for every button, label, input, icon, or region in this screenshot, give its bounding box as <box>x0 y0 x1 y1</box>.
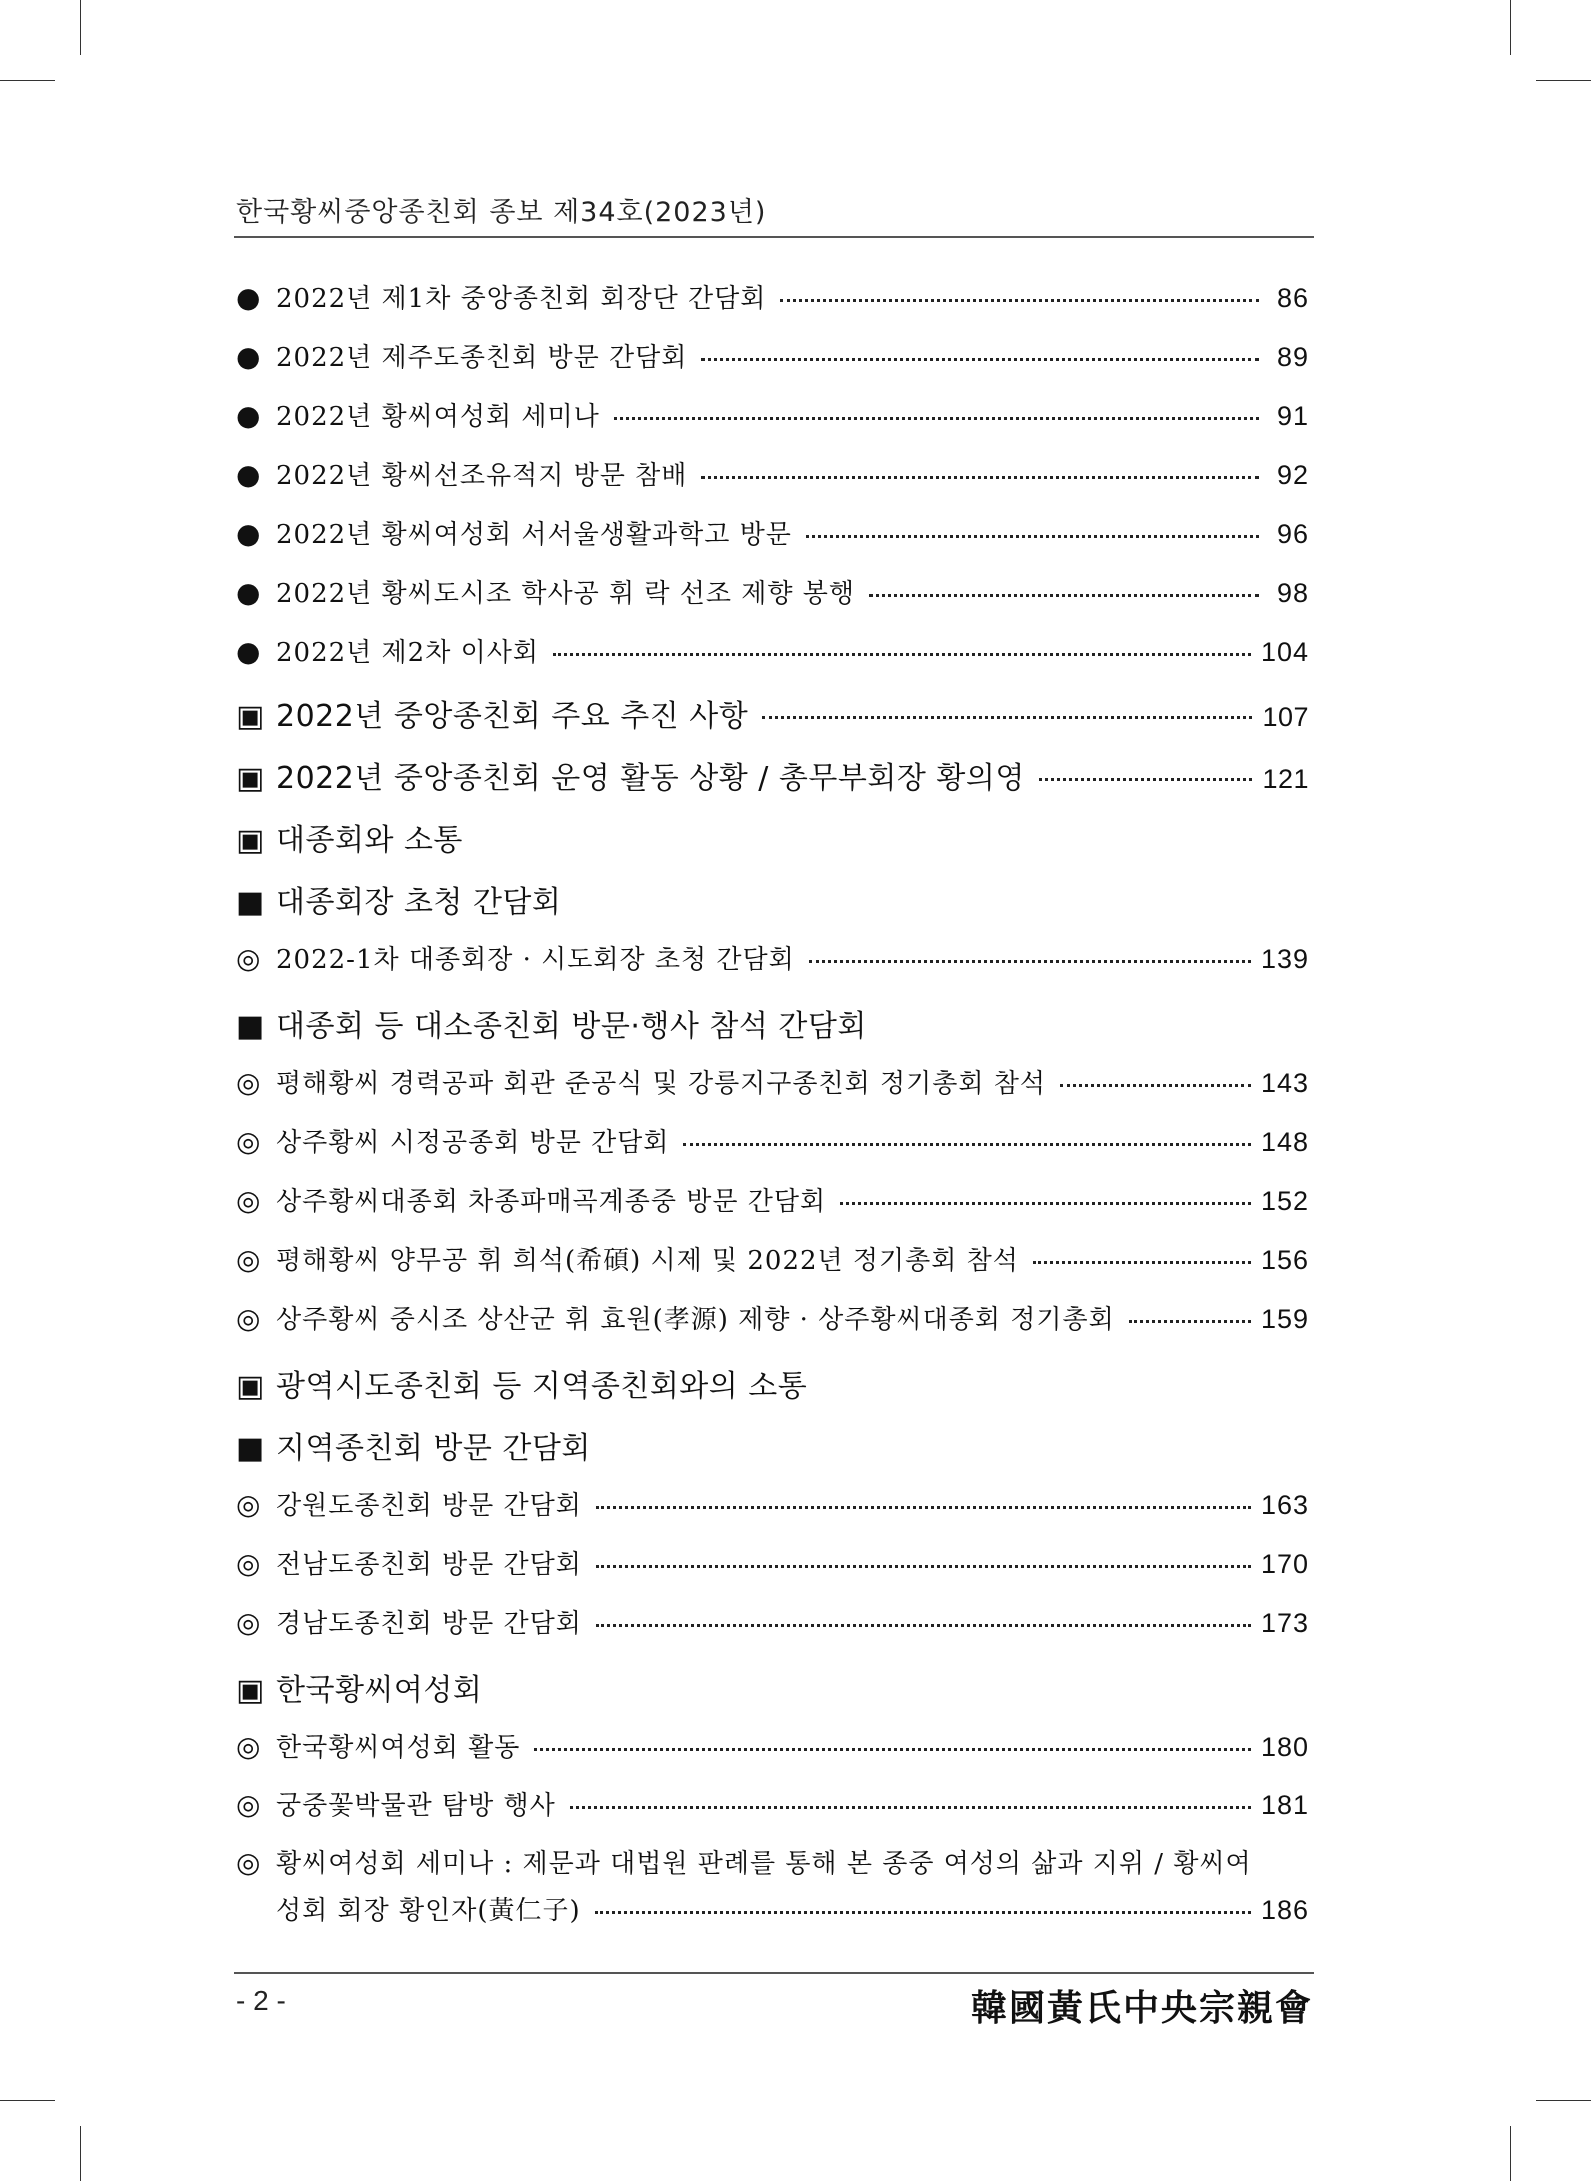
bullet-icon: ◎ <box>236 1184 262 1217</box>
bullet-icon: ◎ <box>236 1846 262 1879</box>
dot-leader <box>1039 778 1253 781</box>
toc-entry-page: 143 <box>1260 1068 1309 1098</box>
dot-leader <box>553 653 1251 656</box>
toc-entry-page: 173 <box>1260 1608 1309 1638</box>
toc-entry[interactable] <box>236 691 1309 735</box>
toc-entry-page: 92 <box>1276 460 1309 490</box>
bullet-icon: ◎ <box>236 1243 262 1276</box>
toc-entry-page: 148 <box>1260 1127 1309 1157</box>
bullet-icon: ▣ <box>236 823 265 858</box>
bullet-icon: ◎ <box>236 1302 262 1335</box>
toc-entry-title: 2022년 황씨여성회 세미나 <box>276 402 600 432</box>
toc-entry-title: 전남도종친회 방문 간담회 <box>276 1550 582 1580</box>
dot-leader <box>614 417 1259 420</box>
dot-leader <box>780 299 1259 302</box>
bullet-icon: ● <box>236 458 262 491</box>
toc-entry[interactable] <box>236 455 1309 492</box>
toc-entry[interactable] <box>236 1785 1309 1822</box>
toc-entry[interactable] <box>236 815 1309 859</box>
toc-entry-title: 2022년 중앙종친회 주요 추진 사항 <box>276 699 749 734</box>
bullet-icon: ■ <box>236 885 265 920</box>
bullet-icon: ● <box>236 281 262 314</box>
publisher-name: 韓國黃氏中央宗親會 <box>970 1987 1313 2029</box>
toc-entry-title: 대종회와 소통 <box>276 823 463 858</box>
toc-entry-page: 139 <box>1260 944 1309 974</box>
toc-entry-title: 2022년 제2차 이사회 <box>276 638 539 668</box>
bullet-icon: ◎ <box>236 1066 262 1099</box>
toc-entry-title: 지역종친회 방문 간담회 <box>276 1431 591 1466</box>
crop-mark <box>80 0 81 55</box>
toc-entry[interactable] <box>236 1181 1309 1218</box>
toc-entry-page: 121 <box>1262 764 1309 794</box>
toc-entry-title-continued: 성회 회장 황인자(黃仁子) <box>276 1896 581 1926</box>
toc-entry[interactable] <box>236 1485 1309 1522</box>
toc-entry-page: 96 <box>1276 519 1309 549</box>
toc-entry-title: 한국황씨여성회 <box>276 1673 483 1708</box>
running-header: 한국황씨중앙종친회 종보 제34호(2023년) <box>236 197 767 228</box>
toc-entry[interactable] <box>236 1001 1309 1045</box>
toc-entry[interactable] <box>236 1843 1309 1927</box>
dot-leader <box>596 1506 1251 1509</box>
toc-entry-page: 107 <box>1262 702 1309 732</box>
crop-mark <box>0 80 55 81</box>
toc-entry[interactable] <box>236 877 1309 921</box>
toc-entry[interactable] <box>236 278 1309 315</box>
dot-leader <box>869 594 1259 597</box>
bullet-icon: ● <box>236 399 262 432</box>
toc-entry-page: 163 <box>1260 1490 1309 1520</box>
toc-entry-title: 2022년 황씨선조유적지 방문 참배 <box>276 461 688 491</box>
toc-entry-title: 광역시도종친회 등 지역종친회와의 소통 <box>276 1369 808 1404</box>
toc-entry[interactable] <box>236 1544 1309 1581</box>
toc-entry-page: 170 <box>1260 1549 1309 1579</box>
toc-entry-title: 2022년 황씨여성회 서서울생활과학고 방문 <box>276 520 792 550</box>
toc-entry[interactable] <box>236 753 1309 797</box>
bullet-icon: ● <box>236 635 262 668</box>
dot-leader <box>595 1911 1251 1914</box>
toc-entry-page: 91 <box>1276 401 1309 431</box>
bullet-icon: ▣ <box>236 761 265 796</box>
toc-entry[interactable] <box>236 1063 1309 1100</box>
toc-entry-page: 186 <box>1260 1895 1309 1925</box>
toc-entry[interactable] <box>236 1727 1309 1764</box>
dot-leader <box>1033 1261 1251 1264</box>
bullet-icon: ◎ <box>236 1488 262 1521</box>
toc-entry[interactable] <box>236 632 1309 669</box>
toc-entry-title: 상주황씨대종회 차종파매곡계종중 방문 간담회 <box>276 1187 827 1217</box>
toc-entry-page: 159 <box>1260 1304 1309 1334</box>
toc-entry-title: 황씨여성회 세미나 : 제문과 대법원 판례를 통해 본 종중 여성의 삶과 지위 / 황씨여 <box>276 1849 1252 1879</box>
toc-entry-title: 상주황씨 중시조 상산군 휘 효원(孝源) 제향 · 상주황씨대종회 정기총회 <box>276 1305 1115 1335</box>
crop-mark <box>1510 2126 1511 2181</box>
toc-entry-title: 평해황씨 경력공파 회관 준공식 및 강릉지구종친회 정기총회 참석 <box>276 1069 1046 1099</box>
crop-mark <box>1536 80 1591 81</box>
toc-entry[interactable] <box>236 1361 1309 1405</box>
toc-entry-title: 2022-1차 대종회장 · 시도회장 초청 간담회 <box>276 945 795 975</box>
toc-entry-title: 2022년 제1차 중앙종친회 회장단 간담회 <box>276 284 767 314</box>
bullet-icon: ■ <box>236 1431 265 1466</box>
dot-leader <box>596 1565 1251 1568</box>
dot-leader <box>683 1143 1251 1146</box>
dot-leader <box>840 1202 1251 1205</box>
toc-entry-page: 152 <box>1260 1186 1309 1216</box>
bullet-icon: ◎ <box>236 1788 262 1821</box>
bullet-icon: ◎ <box>236 1606 262 1639</box>
crop-mark <box>1510 0 1511 55</box>
toc-entry[interactable] <box>236 1665 1309 1709</box>
toc-entry[interactable] <box>236 1603 1309 1640</box>
dot-leader <box>809 960 1251 963</box>
dot-leader <box>596 1624 1251 1627</box>
toc-entry-title: 2022년 중앙종친회 운영 활동 상황 / 총무부회장 황의영 <box>276 761 1025 796</box>
toc-entry-page: 89 <box>1276 342 1309 372</box>
toc-entry[interactable] <box>236 396 1309 433</box>
toc-entry-title: 대종회장 초청 간담회 <box>276 885 562 920</box>
toc-entry-title: 강원도종친회 방문 간담회 <box>276 1491 582 1521</box>
toc-entry-title: 2022년 제주도종친회 방문 간담회 <box>276 343 688 373</box>
bullet-icon: ◎ <box>236 1547 262 1580</box>
dot-leader <box>701 358 1259 361</box>
toc-entry-title: 한국황씨여성회 활동 <box>276 1733 521 1763</box>
bullet-icon: ▣ <box>236 1369 265 1404</box>
crop-mark <box>1536 2100 1591 2101</box>
bullet-icon: ▣ <box>236 1673 265 1708</box>
dot-leader <box>701 476 1259 479</box>
bullet-icon: ◎ <box>236 1125 262 1158</box>
toc-entry-page: 181 <box>1260 1790 1309 1820</box>
bullet-icon: ◎ <box>236 1730 262 1763</box>
toc-entry[interactable] <box>236 514 1309 551</box>
bullet-icon: ● <box>236 517 262 550</box>
dot-leader <box>570 1806 1251 1809</box>
crop-mark <box>80 2126 81 2181</box>
toc-entry-page: 86 <box>1276 283 1309 313</box>
toc-entry[interactable] <box>236 1122 1309 1159</box>
header-divider <box>234 236 1314 238</box>
toc-entry[interactable] <box>236 939 1309 976</box>
toc-entry-page: 180 <box>1260 1732 1309 1762</box>
toc-entry[interactable] <box>236 1299 1309 1336</box>
toc-entry[interactable] <box>236 337 1309 374</box>
toc-entry-title: 상주황씨 시정공종회 방문 간담회 <box>276 1128 670 1158</box>
toc-entry-title: 궁중꽃박물관 탐방 행사 <box>276 1791 556 1821</box>
page-number: - 2 - <box>236 1985 286 2016</box>
toc-entry-title: 대종회 등 대소종친회 방문·행사 참석 간담회 <box>276 1009 867 1044</box>
dot-leader <box>1060 1084 1251 1087</box>
toc-entry[interactable] <box>236 1240 1309 1277</box>
dot-leader <box>762 716 1252 719</box>
bullet-icon: ◎ <box>236 942 262 975</box>
toc-entry-page: 156 <box>1260 1245 1309 1275</box>
bullet-icon: ● <box>236 340 262 373</box>
bullet-icon: ▣ <box>236 699 265 734</box>
toc-entry-page: 104 <box>1260 637 1309 667</box>
crop-mark <box>0 2100 55 2101</box>
toc-entry[interactable] <box>236 573 1309 610</box>
toc-entry-title: 2022년 황씨도시조 학사공 휘 락 선조 제향 봉행 <box>276 579 855 609</box>
toc-entry-title: 경남도종친회 방문 간담회 <box>276 1609 582 1639</box>
dot-leader <box>806 535 1259 538</box>
bullet-icon: ● <box>236 576 262 609</box>
dot-leader <box>1129 1320 1251 1323</box>
toc-entry[interactable] <box>236 1423 1309 1467</box>
bullet-icon: ■ <box>236 1009 265 1044</box>
toc-entry-page: 98 <box>1276 578 1309 608</box>
footer-divider <box>234 1972 1314 1974</box>
toc-entry-title: 평해황씨 양무공 휘 희석(希碩) 시제 및 2022년 정기총회 참석 <box>276 1246 1019 1276</box>
dot-leader <box>534 1748 1251 1751</box>
